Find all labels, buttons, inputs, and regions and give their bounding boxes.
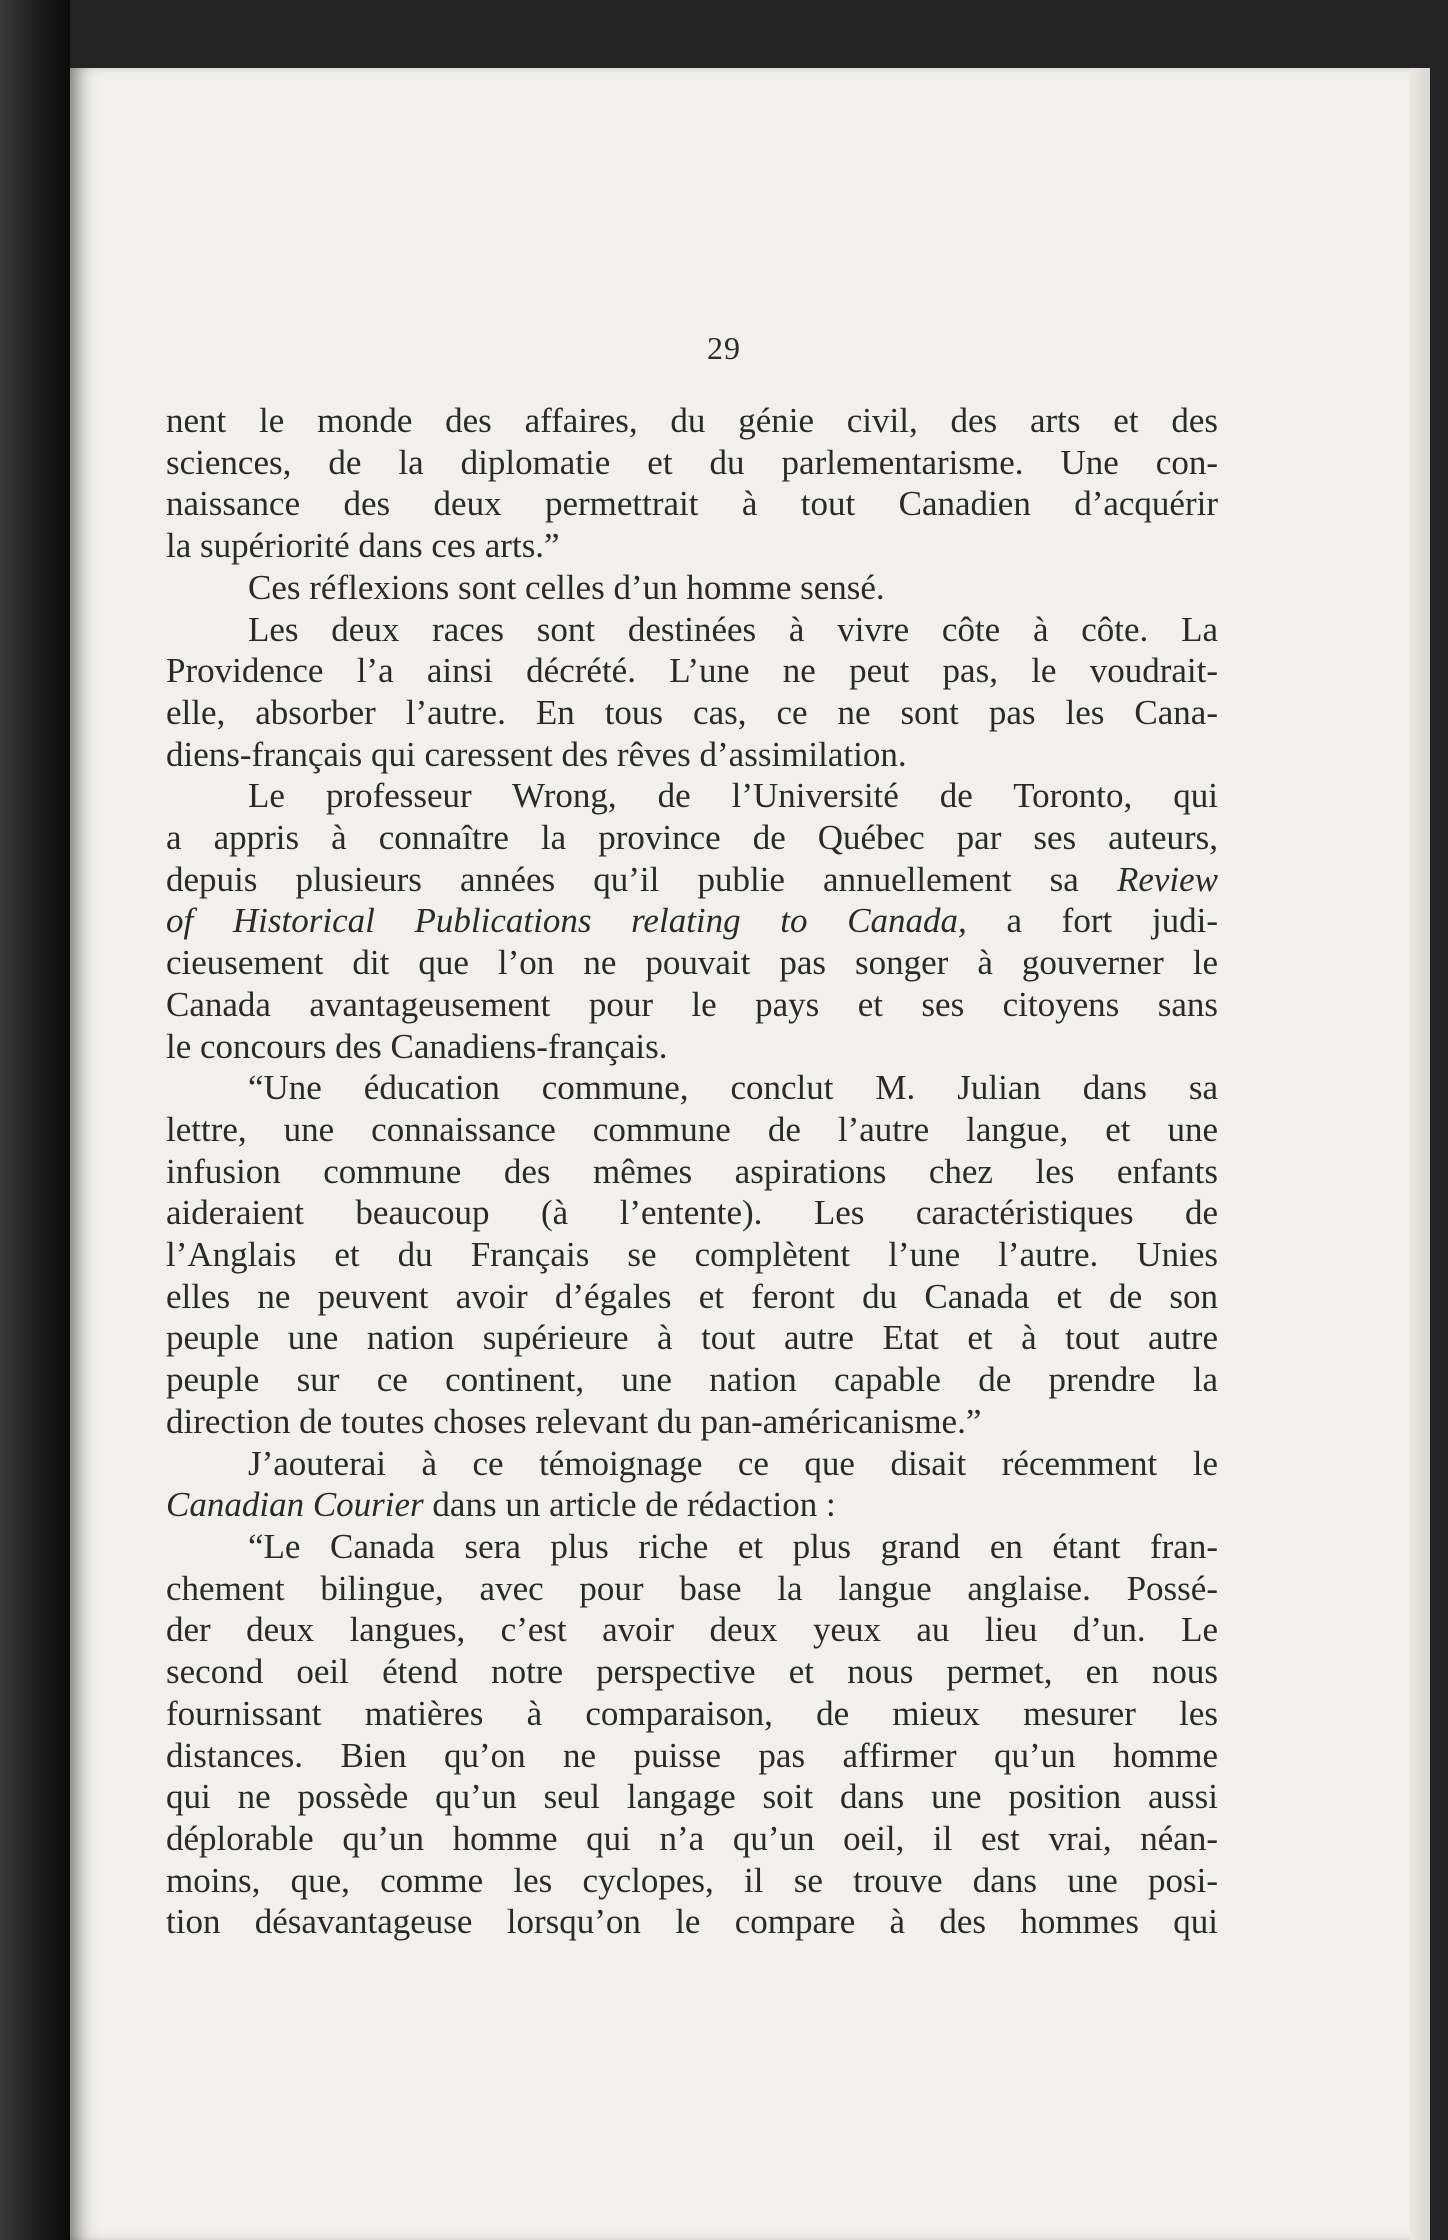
paragraph (166, 1443, 1218, 1526)
text-line: lettre, une connaissance commune de l’autre langue, et une (166, 1109, 1218, 1149)
text-line: J’aouterai à ce témoignage ce que disait récemment le (248, 1443, 1218, 1483)
text-line: cieusement dit que l’on ne pouvait pas songer à gouverner le (166, 943, 1218, 983)
text-line: “Une éducation commune, conclut M. Julian dans sa (248, 1068, 1218, 1108)
text-line: naissance des deux permettrait à tout Canadien d’acquérir (166, 484, 1218, 524)
text-line: fournissant matières à comparaison, de mieux mesurer les (166, 1693, 1218, 1733)
text-line: peuple sur ce continent, une nation capable de prendre la (166, 1360, 1218, 1400)
paragraph (166, 400, 1218, 567)
italic-title: of Historical Publications relating to Canada, (166, 901, 967, 941)
text-line: direction de toutes choses relevant du pan-américanisme.” (166, 1401, 982, 1441)
page-edge (1410, 68, 1430, 2240)
text-line: tion désavantageuse lorsqu’on le compare à des hommes qui (166, 1902, 1218, 1942)
text-line: sciences, de la diplomatie et du parlementarisme. Une con- (166, 442, 1218, 482)
text-line: Le professeur Wrong, de l’Université de Toronto, qui (248, 776, 1218, 816)
text-line: infusion commune des mêmes aspirations chez les enfants (166, 1151, 1218, 1191)
text-line: elle, absorber l’autre. En tous cas, ce ne sont pas les Cana- (166, 692, 1218, 732)
text-line (166, 859, 1218, 901)
text-line: distances. Bien qu’on ne puisse pas affirmer qu’un homme (166, 1735, 1218, 1775)
text-line: la supériorité dans ces arts.” (166, 526, 560, 566)
paragraph (166, 1526, 1218, 1943)
text-line: second oeil étend notre perspective et nous permet, en nous (166, 1652, 1218, 1692)
text-line: moins, que, comme les cyclopes, il se trouve dans une posi- (166, 1860, 1218, 1900)
text-run: a fort judi- (966, 901, 1218, 941)
text-line (166, 900, 1218, 942)
text-line: aideraient beaucoup (à l’entente). Les caractéristiques de (166, 1193, 1218, 1233)
text-line (166, 1484, 1218, 1526)
paragraph (166, 609, 1218, 776)
text-line: l’Anglais et du Français se complètent l’une l’autre. Unies (166, 1235, 1218, 1275)
text-line: le concours des Canadiens-français. (166, 1026, 668, 1066)
text-line: Ces réflexions sont celles d’un homme sensé. (248, 567, 885, 607)
text-line: déplorable qu’un homme qui n’a qu’un oeil, il est vrai, néan- (166, 1818, 1218, 1858)
text-line: chement bilingue, avec pour base la langue anglaise. Possé- (166, 1568, 1218, 1608)
text-line: diens-français qui caressent des rêves d’assimilation. (166, 734, 907, 774)
italic-title: Canadian Courier (166, 1485, 424, 1525)
paragraph (166, 1067, 1218, 1442)
text-run: depuis plusieurs années qu’il publie annuellement sa (166, 859, 1117, 899)
italic-title: Review (1116, 859, 1218, 899)
text-line: Les deux races sont destinées à vivre côte à côte. La (248, 609, 1218, 649)
text-line: peuple une nation supérieure à tout autre Etat et à tout autre (166, 1318, 1218, 1358)
text-line: qui ne possède qu’un seul langage soit dans une position aussi (166, 1777, 1218, 1817)
text-line: “Le Canada sera plus riche et plus grand en étant fran- (248, 1526, 1218, 1566)
text-line: Providence l’a ainsi décrété. L’une ne peut pas, le voudrait- (166, 651, 1218, 691)
text-line: nent le monde des affaires, du génie civil, des arts et des (166, 401, 1218, 440)
text-line: Canada avantageusement pour le pays et ses citoyens sans (166, 984, 1218, 1024)
body-text (166, 400, 1218, 1943)
page-number: 29 (707, 330, 741, 366)
text-line: a appris à connaître la province de Québec par ses auteurs, (166, 818, 1218, 858)
paragraph (166, 567, 1218, 609)
text-run: dans un article de rédaction : (423, 1485, 836, 1525)
text-line: elles ne peuvent avoir d’égales et feront du Canada et de son (166, 1276, 1218, 1316)
text-line: der deux langues, c’est avoir deux yeux au lieu d’un. Le (166, 1610, 1218, 1650)
paragraph (166, 775, 1218, 1067)
